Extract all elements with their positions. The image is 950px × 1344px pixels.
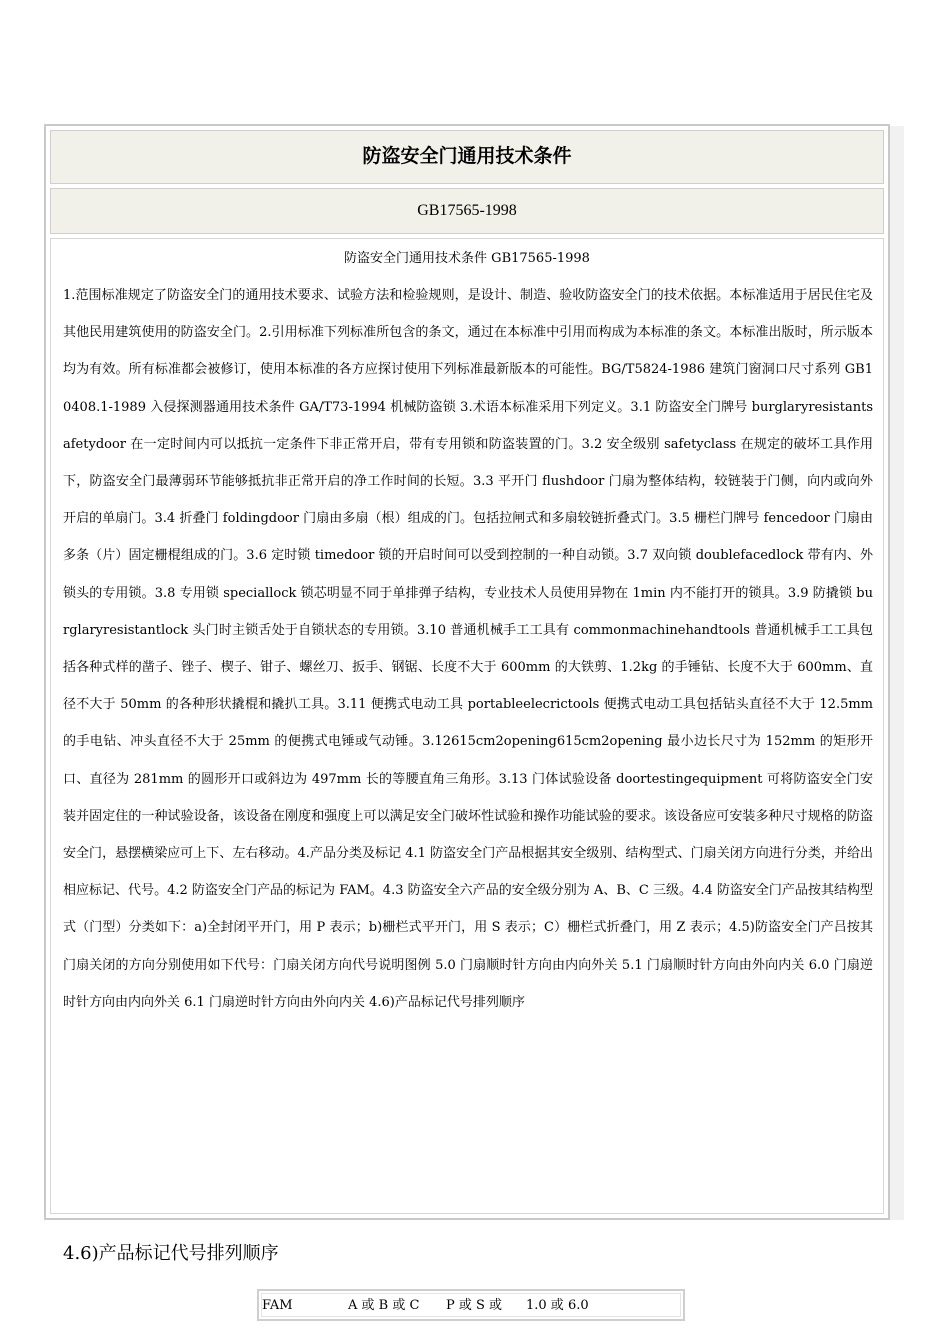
frame-shadow: [890, 126, 904, 1220]
marking-table: [257, 1289, 685, 1321]
marking-cell-direction: 1.0 或 6.0: [526, 1298, 589, 1313]
document-subtitle: 防盗安全门通用技术条件 GB17565-1998: [344, 251, 590, 266]
marking-cell-class: A 或 B 或 C: [348, 1298, 420, 1313]
content-panel: [50, 238, 884, 1313]
document-frame: [44, 124, 890, 1313]
body-text: 1.范围标准规定了防盗安全门的通用技术要求、试验方法和检验规则，是设计、制造、验收防盗安全门的技术依据。本标准适用于居民住宅及其他民用建筑使用的防盗安全门。2.引用标准下列标准所包含的条文，通过在本标准中引用而构成为本标准的条文。本标准出版时，所示版本均为有效。所有标准都会被修订，使用本标准的各方应探讨使用下列标准最新版本的可能性。BG/T5824-1986 建筑门窗洞口尺寸系列 GB10408.1-1989 入侵探测器通用技术条件 GA/T73-1994 机械防盗锁 3.术语本标准采用下列定义。3.1 防盗安全门牌号 burglaryresistantsafetydoor 在一定时间内可以抵抗一定条件下非正常开启，带有专用锁和防盗装置的门。3.2 安全级别 safetyclass 在规定的破坏工具作用下，防盗安全门最薄弱环节能够抵抗非正常开启的净工作时间的长短。3.3 平开门 flushdoor 门扇为整体结构，较链装于门侧，向内或向外开启的单扇门。3.4 折叠门 foldingdoor 门扇由多扇（根）组成的门。包括拉闸式和多扇较链折叠式门。3.5 栅栏门牌号 fencedoor 门扇由多条（片）固定栅棍组成的门。3.6 定时锁 timedoor 锁的开启时间可以受到控制的一种自动锁。3.7 双向锁 doublefacedlock 带有内、外锁头的专用锁。3.8 专用锁 speciallock 锁芯明显不同于单排弹子结构，专业技术人员使用异物在 1min 内不能打开的锁具。3.9 防撬锁 burglaryresistantlock 头门时主锁舌处于自锁状态的专用锁。3.10 普通机械手工工具有 commonmachinehandtools 普通机械手工工具包括各种式样的凿子、锉子、楔子、钳子、螺丝刀、扳手、钢锯、长度不大于 600mm 的大铁剪、1.2kg 的手锤钻、长度不大于 600mm、直径不大于 50mm 的各种形状撬棍和撬扒工具。3.11 便携式电动工具 portableelecrictools 便携式电动工具包括钻头直径不大于 12.5mm 的手电钻、冲头直径不大于 25mm 的便携式电锤或气动锤。3.12615cm2opening615cm2opening 最小边长尺寸为 152mm 的矩形开口、直径为 281mm 的圆形开口或斜边为 497mm 长的等腰直角三角形。3.13 门体试验设备 doortestingequipment 可将防盗安全门安装并固定住的一种试验设备，该设备在刚度和强度上可以满足安全门破坏性试验和操作功能试验的要求。该设备应可安装多种尺寸规格的防盗安全门，悬摆横梁应可上下、左右移动。4.产品分类及标记 4.1 防盗安全门产品根据其安全级别、结构型式、门扇关闭方向进行分类，并给出相应标记、代号。4.2 防盗安全门产品的标记为 FAM。4.3 防盗安全六产品的安全级分别为 A、B、C 三级。4.4 防盗安全门产品按其结构型式（门型）分类如下：a)全封闭平开门，用 P 表示；b)栅栏式平开门，用 S 表示；C）栅栏式折叠门，用 Z 表示；4.5)防盗安全门产吕按其门扇关闭的方向分别使用如下代号：门扇关闭方向代号说明图例 5.0 门扇顺时针方向由内向外关 5.1 门扇顺时针方向由外向内关 6.0 门扇逆时针方向由内向外关 6.1 门扇逆时针方向由外向内关 4.6)产品标记代号排列顺序: [63, 288, 873, 1010]
standard-code: GB17565-1998: [50, 188, 884, 234]
marking-cell-type: P 或 S 或: [446, 1298, 503, 1313]
marking-table-row: [261, 1293, 681, 1317]
marking-cell-product: FAM: [262, 1298, 293, 1313]
section-heading: 4.6)产品标记代号排列顺序: [63, 1243, 279, 1264]
document-title: 防盗安全门通用技术条件: [50, 130, 884, 184]
